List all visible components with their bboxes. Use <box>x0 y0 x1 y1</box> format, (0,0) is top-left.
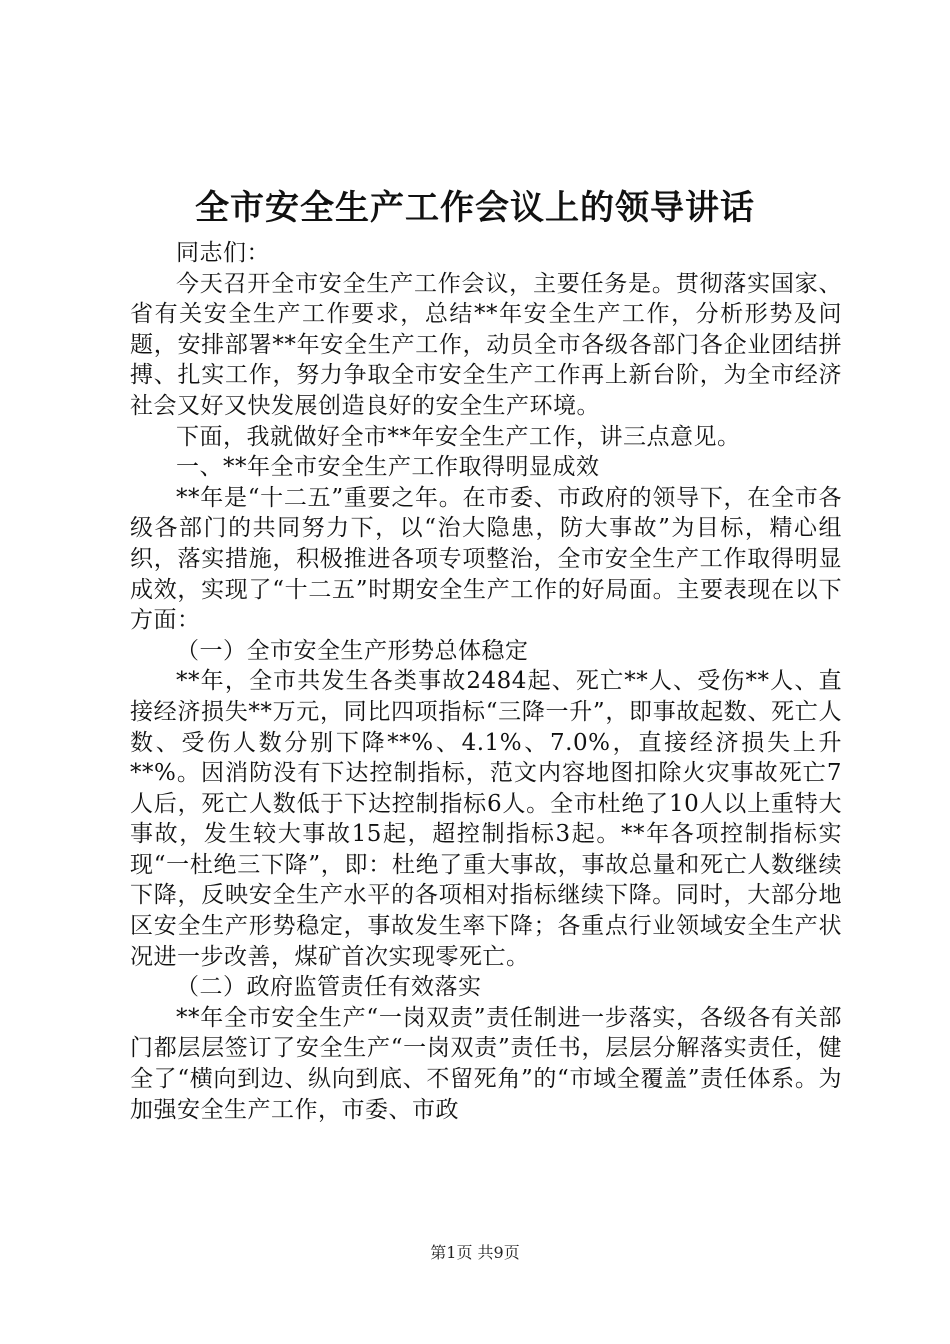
subsection-heading-2: （二）政府监管责任有效落实 <box>176 974 482 1001</box>
section-heading-1: 一、**年全市安全生产工作取得明显成效 <box>176 454 600 481</box>
page-footer: 第1页 共9页 <box>430 1243 520 1262</box>
intro-paragraph: 今天召开全市安全生产工作会议，主要任务是。贯彻落实国家、省有关安全生产工作要求，总结**年安全生产工作，分析形势及问题，安排部署**年安全生产工作，动员全市各级各部门各企业团结拼搏、扎实工作，努力争取全市安全生产工作再上新台阶，为全市经济社会又好又快发展创造良好的安全生产环境。 <box>130 270 842 419</box>
document-body <box>130 238 842 1125</box>
subsection-2-paragraph: **年全市安全生产“一岗双责”责任制进一步落实，各级各有关部门都层层签订了安全生产“一岗双责”责任书，层层分解落实责任，健全了“横向到边、纵向到底、不留死角”的“市域全覆盖”责任体系。为加强安全生产工作，市委、市政 <box>130 1004 842 1123</box>
document-title: 全市安全生产工作会议上的领导讲话 <box>195 188 755 228</box>
salutation-paragraph: 同志们： <box>176 240 270 266</box>
overview-paragraph: 下面，我就做好全市**年安全生产工作，讲三点意见。 <box>176 423 741 450</box>
section-1-paragraph: **年是“十二五”重要之年。在市委、市政府的领导下，在全市各级各部门的共同努力下，以“治大隐患，防大事故”为目标，精心组织，落实措施，积极推进各项专项整治，全市安全生产工作取得明显成效，实现了“十二五”时期安全生产工作的好局面。主要表现在以下方面： <box>130 484 842 634</box>
subsection-1-paragraph: **年，全市共发生各类事故2484起、死亡**人、受伤**人、直接经济损失**万元，同比四项指标“三降一升”，即事故起数、死亡人数、受伤人数分别下降**%、4.1%、7.0%，直接经济损失上升**%。因消防没有下达控制指标，范文内容地图扣除火灾事故死亡7人后，死亡人数低于下达控制指标6人。全市杜绝了10人以上重特大事故，发生较大事故15起，超控制指标3起。**年各项控制指标实现“一杜绝三下降”，即：杜绝了重大事故，事故总量和死亡人数继续下降，反映安全生产水平的各项相对指标继续下降。同时，大部分地区安全生产形势稳定，事故发生率下降；各重点行业领域安全生产状况进一步改善，煤矿首次实现零死亡。 <box>130 668 842 970</box>
subsection-heading-1: （一）全市安全生产形势总体稳定 <box>176 637 529 664</box>
